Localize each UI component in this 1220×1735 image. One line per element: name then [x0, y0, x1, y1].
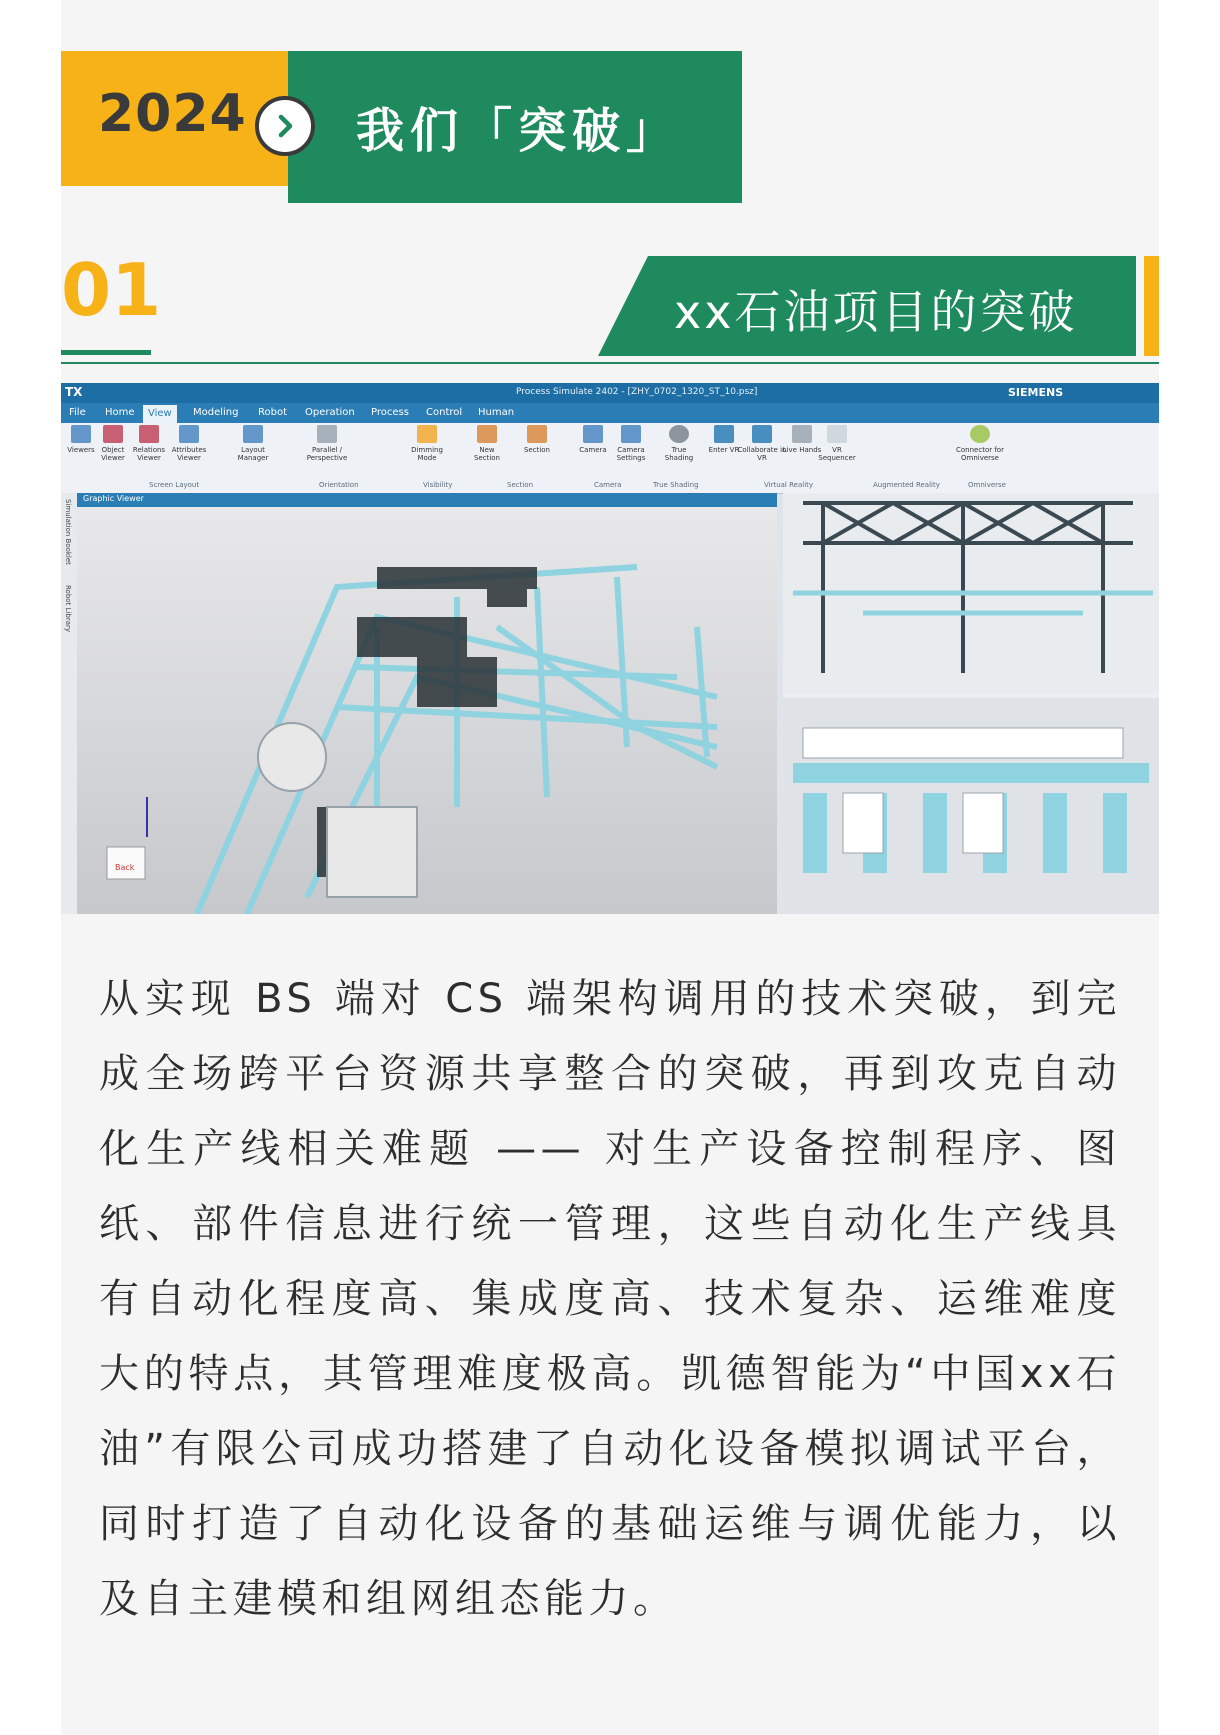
secondary-3d-views[interactable]: [783, 493, 1159, 914]
side-tabs: [61, 493, 78, 914]
section-divider: [61, 362, 1159, 364]
3d-scene: [77, 507, 777, 914]
new-section-button[interactable]: New Section: [467, 425, 507, 462]
menu-control[interactable]: Control: [426, 407, 463, 418]
group-true-shading: True Shading: [653, 481, 699, 489]
graphic-viewer-3d[interactable]: [77, 507, 777, 914]
tab-simulation-booklet[interactable]: Simulation Booklet: [64, 499, 72, 565]
tab-robot-library[interactable]: Robot Library: [64, 585, 72, 633]
vr-sequencer-button[interactable]: VR Sequencer: [817, 425, 857, 462]
camera-button[interactable]: Camera: [573, 425, 613, 454]
group-visibility: Visibility: [423, 481, 453, 489]
app-titlebar: [61, 383, 1159, 403]
enter-vr-button[interactable]: Enter VR: [704, 425, 744, 454]
attributes-viewer-button[interactable]: Attributes Viewer: [169, 425, 209, 462]
graphic-viewer-header: [77, 493, 777, 507]
viewers-button[interactable]: Viewers: [61, 425, 101, 454]
section-title-accent: [1144, 256, 1159, 356]
chevron-right-icon: [255, 96, 315, 156]
secondary-scene: [783, 493, 1159, 914]
menu-human[interactable]: Human: [478, 407, 515, 418]
brand-label: SIEMENS: [1008, 386, 1064, 399]
camera-settings-button[interactable]: Camera Settings: [611, 425, 651, 462]
layout-manager-button[interactable]: Layout Manager: [233, 425, 273, 462]
year-label: 2024: [98, 84, 247, 144]
group-augmented-reality: Augmented Reality: [873, 481, 940, 489]
group-camera: Camera: [594, 481, 622, 489]
menu-home[interactable]: Home: [105, 407, 135, 418]
menu-view[interactable]: View: [143, 405, 177, 423]
group-section: Section: [507, 481, 534, 489]
window-title: Process Simulate 2402 - [ZHY_0702_1320_ST_10.psz]: [516, 387, 758, 397]
parallel-perspective-button[interactable]: Parallel / Perspective: [301, 425, 353, 462]
group-screen-layout: Screen Layout: [149, 481, 200, 489]
menu-robot[interactable]: Robot: [258, 407, 288, 418]
collaborate-vr-button[interactable]: Collaborate in VR: [737, 425, 787, 462]
relations-viewer-button[interactable]: Relations Viewer: [129, 425, 169, 462]
group-virtual-reality: Virtual Reality: [764, 481, 814, 489]
live-hands-button[interactable]: Live Hands: [782, 425, 822, 454]
banner-title: 我们「突破」: [356, 103, 681, 159]
menu-modeling[interactable]: Modeling: [193, 407, 239, 418]
graphic-viewer-title: Graphic Viewer: [83, 494, 144, 503]
group-omniverse: Omniverse: [968, 481, 1006, 489]
true-shading-button[interactable]: True Shading: [659, 425, 699, 462]
dimming-mode-button[interactable]: Dimming Mode: [407, 425, 447, 462]
menu-file[interactable]: File: [69, 407, 86, 418]
connector-omniverse-button[interactable]: Connector for Omniverse: [948, 425, 1012, 462]
group-orientation: Orientation: [319, 481, 359, 489]
app-ribbon: [61, 423, 1159, 494]
app-logo: TX: [65, 385, 83, 399]
menu-process[interactable]: Process: [371, 407, 409, 418]
section-button[interactable]: Section: [517, 425, 557, 454]
body-paragraph: 从实现 BS 端对 CS 端架构调用的技术突破，到完成全场跨平台资源共享整合的突破，再到攻克自动化生产线相关难题 —— 对生产设备控制程序、图纸、部件信息进行统一管理，这些自动化生产线具有自动化程度高、集成度高、技术复杂、运维难度大的特点，其管理难度极高。凯德智能为“中国xx石油”有限公司成功搭建了自动化设备模拟调试平台，同时打造了自动化设备的基础运维与调优能力，以及自主建模和组网组态能力。: [99, 976, 1121, 1622]
app-menubar: [61, 403, 1159, 423]
section-number-underline: [61, 350, 151, 355]
section-title: xx石油项目的突破: [674, 285, 1078, 339]
object-viewer-button[interactable]: Object Viewer: [93, 425, 133, 462]
menu-operation[interactable]: Operation: [305, 407, 355, 418]
section-number: 01: [61, 248, 162, 332]
nav-cube-label: Back: [115, 863, 135, 872]
software-screenshot: [61, 383, 1159, 914]
